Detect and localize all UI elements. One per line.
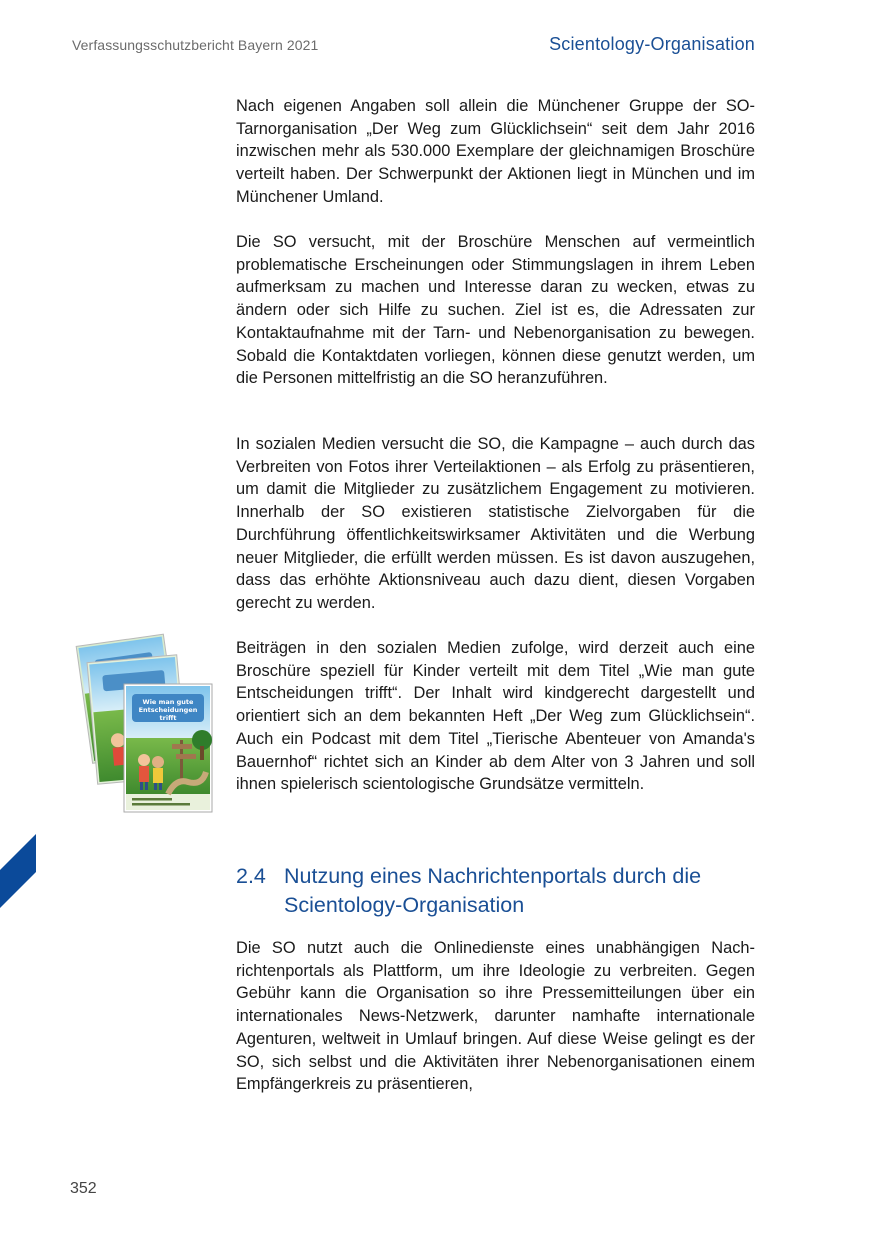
brochure-illustration: [66, 632, 214, 816]
paragraph-2: Die SO versucht, mit der Broschüre Menschen auf vermeintlich problematische Erscheinungen oder Stimmungslagen in ihrem Leben aufmerksam zu machen und Interesse daran zu wecken, etwas zu ändern oder sich Hilfe zu suchen. Ziel ist es, die Adressaten zur Kontaktaufnahme mit der Tarn- und Nebenorganisation zu bewegen. Sobald die Kontaktdaten vorliegen, können diese genutzt werden, um die Personen mittelfristig an die SO heranzuführen.: [236, 233, 755, 388]
paragraph-4: Beiträgen in den sozialen Medien zufolge, wird derzeit auch eine Broschüre speziell für Kinder verteilt mit dem Titel „Wie man gute Entscheidungen trifft“. Der Inhalt wird kindgerecht dargestellt und orientiert sich an dem bekannten Heft „Der Weg zum Glücklichsein“. Auch ein Podcast mit dem Titel „Tierische Abenteuer von Amanda's Bauernhof“ richtet sich an Kinder ab dem Alter von 3 Jahren und soll ihnen spielerisch scientologische Grundsätze vermitteln.: [236, 639, 755, 794]
brochure-front: [124, 684, 212, 812]
paragraph-5: Die SO nutzt auch die Onlinedienste eines unabhängigen Nachrichtenportals als Plattform, um ihre Ideologie zu verbreiten. Gegen Gebühr kann die Organisation so ihre Pressemitteilungen über ein internationales News-Netzwerk, darunter namhafte internationale Agenturen, weltweit in Umlauf bringen. Auf diese Weise gelingt es der SO, sich selbst und die Aktivitäten ihrer Nebenorganisationen einem Empfängerkreis zu präsentieren,: [236, 939, 755, 1094]
running-head-chapter: Scientology-Organisation: [549, 34, 755, 54]
cover-title-line-1: Wie man gute: [142, 698, 194, 706]
cover-title-line-3: trifft: [159, 714, 177, 722]
section-heading: [236, 862, 755, 919]
paragraph-3: In sozialen Medien versucht die SO, die Kampagne – auch durch das Verbreiten von Fotos ihrer Verteilaktionen – als Erfolg zu präsentieren, um damit die Mitglieder zu zusätzlichem Engagement zu motivieren. Innerhalb der SO existieren statistische Zielvorgaben für die Durchführung öffentlichkeitswirksamer Aktivitäten und die Werbung neuer Mitglieder, die erfüllt werden müssen. Es ist davon auszugehen, dass das erhöhte Aktionsniveau auch dazu dient, diesen Vorgaben gerecht zu werden.: [236, 435, 755, 612]
paragraph-1: Nach eigenen Angaben soll allein die Münchener Gruppe der SO-Tarnorganisation „Der Weg zum Glücklichsein“ seit dem Jahr 2016 inzwischen mehr als 530.000 Exemplare der gleichnamigen Broschüre verteilt haben. Der Schwerpunkt der Aktionen liegt in München und im Münchener Umland.: [236, 97, 755, 206]
page-number: 352: [70, 1180, 97, 1197]
running-head-publication: Verfassungsschutzbericht Bayern 2021: [72, 37, 319, 53]
chapter-edge-marker: [0, 834, 36, 908]
section-title: Nutzung eines Nachrichtenportals durch die Scientology-Organisation: [284, 864, 702, 917]
section-number: 2.4: [236, 864, 266, 888]
cover-title-line-2: Entscheidungen: [138, 706, 198, 714]
